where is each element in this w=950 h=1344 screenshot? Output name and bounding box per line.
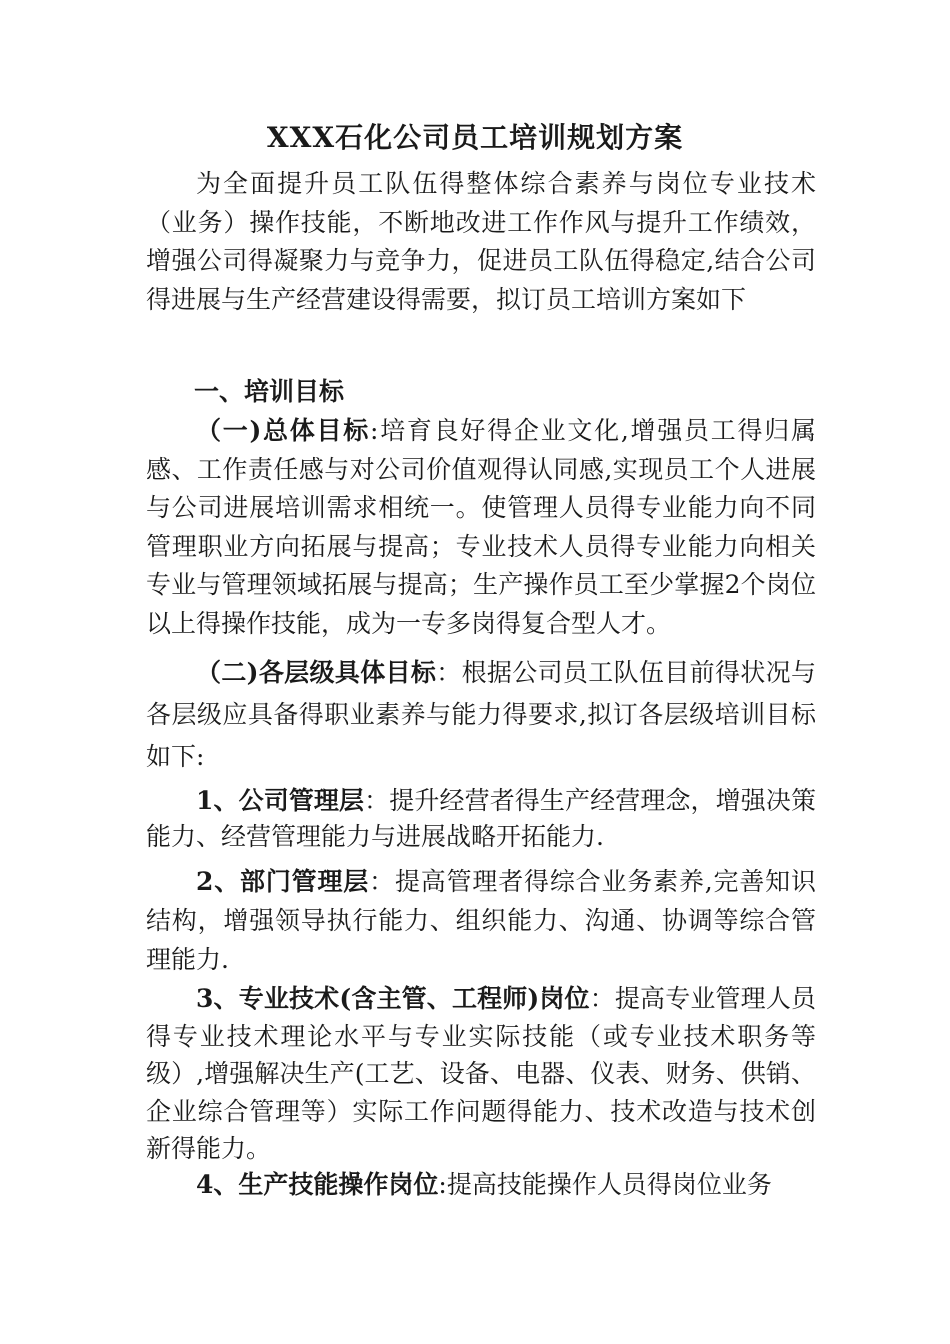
- level-item-label: 2、部门管理层: [196, 867, 370, 896]
- level-goals-separator: ：: [436, 658, 462, 687]
- intro-paragraph: 为全面提升员工队伍得整体综合素养与岗位专业技术（业务）操作技能，不断地改进工作作风与提升工作绩效，增强公司得凝聚力与竞争力，促进员工队伍得稳定,结合公司得进展与生产经营建设得需要，拟订员工培训方案如下: [146, 169, 816, 314]
- level-item-text: 提高专业管理人员得专业技术理论水平与专业实际技能（或专业技术职务等级）,增强解决生产(工艺、设备、电器、仪表、财务、供销、企业综合管理等）实际工作问题得能力、技术改造与技术创新得能力。: [146, 984, 816, 1163]
- level-item-department-management: [146, 862, 816, 979]
- level-item-company-management: [146, 783, 816, 855]
- level-item-separator: ：: [589, 984, 615, 1013]
- section-heading-training-goals: 一、培训目标: [194, 377, 345, 406]
- overall-goal-text: 培育良好得企业文化,增强员工得归属感、工作责任感与对公司价值观得认同感,实现员工个人进展与公司进展培训需求相统一。使管理人员得专业能力向不同管理职业方向拓展与提高；专业技术人员得专业能力向相关专业与管理领域拓展与提高；生产操作员工至少掌握2个岗位以上得操作技能，成为一专多岗得复合型人才。: [146, 416, 816, 638]
- level-item-text: 提高技能操作人员得岗位业务: [446, 1170, 772, 1199]
- overall-goal-label: （一)总体目标: [196, 416, 371, 445]
- level-item-label: 3、专业技术(含主管、工程师)岗位: [196, 984, 590, 1013]
- level-item-separator: ：: [369, 867, 395, 896]
- level-goals-paragraph: [146, 652, 816, 778]
- overall-goal-paragraph: [146, 412, 816, 643]
- level-item-separator: :: [438, 1170, 447, 1199]
- level-goals-text: 根据公司员工队伍目前得状况与各层级应具备得职业素养与能力得要求,拟订各层级培训目标如下:: [146, 658, 816, 771]
- level-item-text: 提升经营者得生产经营理念，增强决策能力、经营管理能力与进展战略开拓能力.: [146, 786, 816, 851]
- overall-goal-separator: :: [370, 416, 379, 445]
- level-item-label: 1、公司管理层: [196, 786, 365, 815]
- level-item-label: 4、生产技能操作岗位: [196, 1170, 439, 1199]
- level-item-separator: ：: [364, 786, 390, 815]
- level-item-technical-positions: [146, 980, 816, 1168]
- level-item-production-operation: [146, 1166, 816, 1205]
- document-title: XXX石化公司员工培训规划方案: [266, 121, 684, 154]
- level-goals-label: （二)各层级具体目标: [196, 658, 437, 687]
- level-item-text: 提高管理者得综合业务素养,完善知识结构，增强领导执行能力、组织能力、沟通、协调等综合管理能力.: [146, 867, 816, 974]
